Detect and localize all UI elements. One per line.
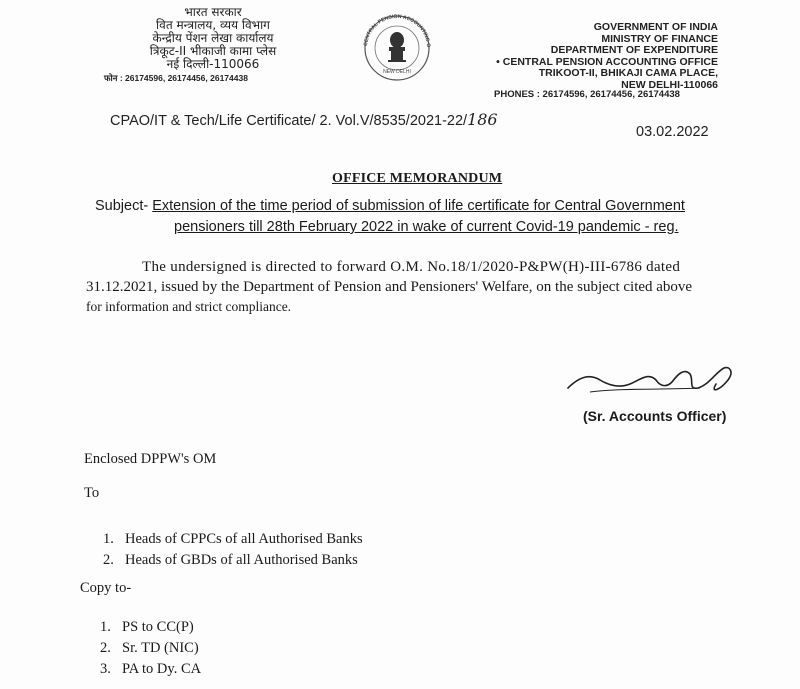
list-number: 2. (103, 552, 114, 568)
reference-date: 03.02.2022 (636, 124, 709, 140)
body-line-3: for information and strict compliance. (86, 299, 292, 314)
signatory-designation: (Sr. Accounts Officer) (583, 408, 727, 424)
list-number: 1. (103, 531, 114, 547)
subject-text-1: Extension of the time period of submission of life certificate for Central Government (152, 198, 685, 214)
to-label: To (84, 485, 100, 501)
signature (560, 358, 740, 400)
subject-line-2 (95, 217, 685, 238)
reference-line (110, 110, 498, 129)
hindi-line-4: त्रिकूट-II भीकाजी कामा प्लेस (149, 44, 277, 58)
subject-label: Subject- (95, 198, 149, 214)
list-item (100, 617, 201, 638)
hindi-line-2: वित मन्त्रालय, व्यय विभाग (156, 18, 270, 32)
reference-handwritten: 186 (467, 110, 498, 129)
subject-text-2: pensioners till 28th February 2022 in wake of current Covid-19 pandemic - reg. (174, 219, 679, 235)
page-title: OFFICE MEMORANDUM (332, 171, 503, 186)
list-number: 1. (100, 619, 111, 635)
english-phone: PHONES : 26174596, 26174456, 26174438 (494, 89, 680, 100)
hindi-line-3: केन्द्रीय पेंशन लेखा कार्यालय (152, 31, 274, 45)
emblem-seal (355, 10, 439, 82)
seal-arc-text: CENTRAL PENSION ACCOUNTING O (363, 13, 432, 48)
subject-block (95, 196, 685, 238)
english-line-6: NEW DELHI-110066 (621, 78, 718, 91)
list-number: 2. (100, 640, 111, 656)
ashoka-emblem-icon (388, 32, 406, 62)
copy-label: Copy to- (80, 580, 132, 596)
list-text: Heads of GBDs of all Authorised Banks (125, 552, 358, 568)
list-item (103, 550, 363, 571)
english-line-3: DEPARTMENT OF EXPENDITURE (550, 44, 718, 56)
list-text: PS to CC(P) (122, 619, 194, 635)
hindi-phone: फोन : 26174596, 26174456, 26174438 (104, 73, 248, 83)
enclosure-text: Enclosed DPPW's OM (84, 451, 217, 467)
hindi-line-1: भारत सरकार (184, 5, 242, 19)
subject-line-1 (95, 196, 685, 217)
body-paragraph (86, 257, 692, 317)
body-line-1: The undersigned is directed to forward O.M. No.18/1/2020-P&PW(H)-III-6786 dated (142, 259, 681, 275)
english-line-4: • CENTRAL PENSION ACCOUNTING OFFICE (496, 55, 718, 68)
hindi-line-5: नई दिल्ली-110066 (166, 57, 260, 71)
english-line-5: TRIKOOT-II, BHIKAJI CAMA PLACE, (538, 67, 718, 79)
list-item (100, 638, 201, 659)
english-header (496, 22, 718, 91)
reference-number: CPAO/IT & Tech/Life Certificate/ 2. Vol.V/8535/2021-22/ (110, 113, 468, 129)
list-item (103, 529, 363, 550)
english-line-4-text: CENTRAL PENSION ACCOUNTING OFFICE (502, 55, 718, 68)
hindi-header (118, 6, 308, 71)
seal-bottom-text: NEW DELHI (383, 69, 411, 75)
body-line-2: 31.12.2021, issued by the Department of Pension and Pensioners' Welfare, on the subject cited above (86, 279, 693, 295)
list-text: Heads of CPPCs of all Authorised Banks (125, 531, 363, 547)
list-number: 3. (100, 661, 111, 677)
english-line-1: GOVERNMENT OF INDIA (593, 21, 718, 33)
copy-list (100, 617, 201, 680)
list-text: PA to Dy. CA (122, 661, 202, 677)
to-list (103, 529, 363, 571)
english-line-2: MINISTRY OF FINANCE (601, 32, 718, 45)
list-text: Sr. TD (NIC) (122, 640, 199, 656)
list-item (100, 659, 201, 680)
